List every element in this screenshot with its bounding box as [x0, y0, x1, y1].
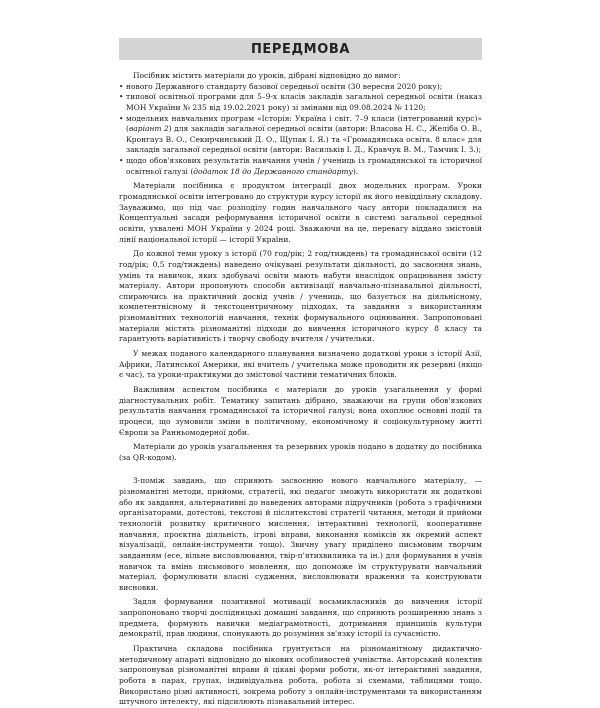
paragraph: Матеріали посібника є продуктом інтеграції двох модельних програм. Уроки громадянської освіти інтегровано до структури курсу історії як його невіддільну складову. Зауважимо, що під час розподілу годин навчального часу автори покладалися на Концептуальні засади реформування історичної освіти в системі загальної середньої освіти, ухвалені МОН України у 2024 році. Зважаючи на це, перевагу віддано змістовій лінії національної історії — історії України. — [119, 181, 482, 244]
paragraph: До кожної теми уроку з історії (70 год/рік; 2 год/тиждень) та громадянської освіти (12 год/рік; 0,5 год/тиждень) наведено очікувані результати діяльності, до засвоєння знань, умінь та навичок, яких здобувачі освіти мають набути внаслідок опрацювання змісту матеріалу. Автори пропонують способи активізації навчально-пізнавальної діяльності, спираючись на практичний досвід учнів / учениць, що базується на діяльнісному, компетентнісному й текстоцентричному підходах, та завдання з використанням різноманітних технологій навчання, технік формувального оцінювання. Запропоновані матеріали містять різноманітні підходи до вивчення історичного курсу 8 класу та гарантують варіативність і творчу свободу вчителя / учительки. — [119, 249, 482, 344]
bullet: • — [119, 113, 124, 123]
bullet: • — [119, 156, 124, 166]
section-header-bar — [119, 38, 482, 60]
bullet: • — [119, 81, 124, 91]
section-title: ПЕРЕДМОВА — [250, 41, 351, 57]
bullet: • — [119, 92, 124, 102]
list-item: • нового Державного стандарту базової середньої освіти (30 вересня 2020 року); — [119, 81, 443, 91]
paragraph: Матеріали до уроків узагальнення та резервних уроків подано в додатку до посібника (за QR-кодом). — [119, 442, 482, 462]
paragraph: Важливим аспектом посібника є матеріали до уроків узагальнення у формі діагностувальних робіт. Тематику запитань дібрано, зважаючи на групи обов'язкових результатів навчання громадянської та історичної галузі; вона охоплює основні події та процеси, що зумовили зміни в політичному, економічному й соціокультурному житті Європи за Ранньомодерної доби. — [119, 384, 482, 437]
list-item: • модельних навчальних програм «Історія: Україна і світ. 7–9 класи (інтегрований курс)» (варіант 2) для закладів загальної середньої освіти (автори: Власова Н. С., Желіба О. В., Кронгауз В. О., Секирчинський Д. О., Щупак І. Я.) та «Громадянська освіта. 8 клас» для закладів загальної середньої освіти (автори: Васильків І. Д., Кравчук В. М., Тамчик І. З.); — [119, 113, 482, 155]
paragraph: Задля формування позитивної мотивації восьмикласників до вивчення історії запропоновано творчі дослідницькі домашні завдання, що сприяють розширенню знань з предмета, формують навички медіаграмотності, дотримання принципів культури демократії, прав людини, спонукають до розуміння зв'язку історії із сучасністю. — [119, 597, 482, 639]
document-body — [119, 71, 482, 708]
paragraph: У межах поданого календарного планування визначено додаткові уроки з історії Азії, Африки, Латинської Америки, які вчитель / учителька може проводити як резервні (якщо є час), та уроки-практикуми до змістової частини тематичних блоків. — [119, 349, 482, 380]
intro-text: Посібник містить матеріали до уроків, дібрані відповідно до вимог: — [133, 71, 401, 80]
list-item: • щодо обов'язкових результатів навчання учнів / учениць із громадянської та історичної освітньої галузі (додаток 18 до Державного стандарту). — [119, 156, 482, 176]
paragraph: Практична складова посібника ґрунтується на різноманітному дидактично-методичному апараті відповідно до вікових особливостей учнівства. Авторський колектив запропонував різноманітні вправи й цікаві форми роботи, як-от інтерактивні завдання, робота в парах, групах, індивідуальна робота, робота зі схемами, таблицями тощо. Використано різні активності, зокрема роботу з онлайн-інструментами та використанням штучного інтелекту, які підсилюють пізнавальний інтерес. — [119, 644, 482, 707]
list-item: • типової освітньої програми для 5–9-х класів закладів загальної середньої освіти (наказ МОН України № 235 від 19.02.2021 року) зі змінами від 09.08.2024 № 1120; — [119, 92, 482, 112]
requirements-list — [119, 82, 482, 178]
paragraph: З-поміж завдань, що сприяють засвоєнню нового навчального матеріалу, — різноманітні методи, прийоми, стратегії, які педагог зможуть використати як додаткові або як завдання, альтернативні до наведених авторами підручників (робота з графічними організаторами, дотестові, текстові й післятекстові стратегії читання, методи й прийоми технологій розвитку критичного мислення, інтерактивні технології, кооперативне навчання, проєктна діяльність, ігрові вправи, виконання коміксів як окремий аспект візуалізації, онлайн-інструменти тощо). Звичну увагу приділено письмовим творчим завданням (есе, вільне висловлювання, твір-п'ятихвилинка та ін.) для формування в учнів навичок та вмінь письмового мовлення, що допоможе їм структурувати навчальний матеріал, формулювати власні судження, висловлювати враження та конструювати висновки. — [119, 476, 482, 592]
